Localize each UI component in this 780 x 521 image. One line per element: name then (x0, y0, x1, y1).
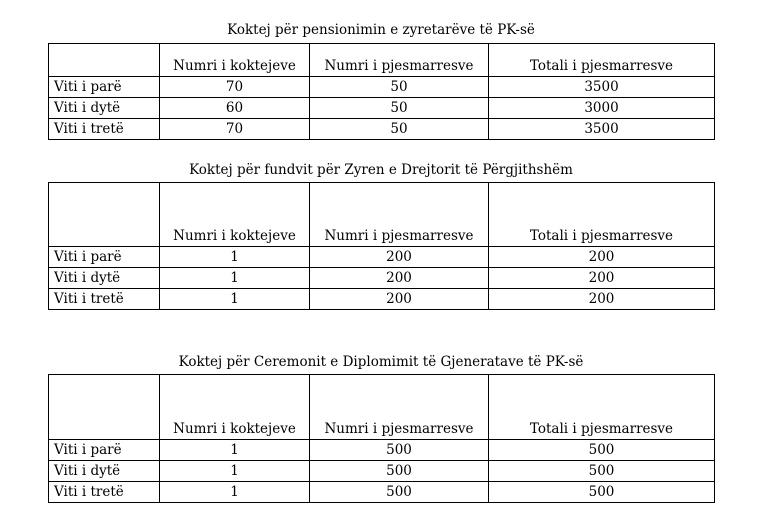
table-row (49, 482, 715, 503)
header-row (49, 375, 715, 440)
header-numri-koktejeve: Numri i koktejeve (160, 183, 310, 247)
header-numri-pjesmarresve: Numri i pjesmarresve (310, 183, 489, 247)
row-label: Viti i parë (49, 77, 160, 98)
header-numri-koktejeve: Numri i koktejeve (160, 375, 310, 440)
header-cell-empty (49, 375, 160, 440)
table-ceremonit-diplomimit (48, 374, 715, 503)
cell-pjesmarresve: 200 (310, 268, 489, 289)
cell-pjesmarresve: 200 (310, 247, 489, 268)
cell-koktejeve: 70 (160, 77, 310, 98)
header-cell-empty (49, 183, 160, 247)
header-totali-pjesmarresve: Totali i pjesmarresve (489, 375, 715, 440)
header-cell-empty (49, 44, 160, 77)
header-numri-pjesmarresve: Numri i pjesmarresve (310, 44, 489, 77)
cell-pjesmarresve: 200 (310, 289, 489, 310)
row-label: Viti i parë (49, 440, 160, 461)
row-label: Viti i dytë (49, 461, 160, 482)
table-row (49, 98, 715, 119)
cell-pjesmarresve: 500 (310, 440, 489, 461)
cell-totali: 500 (489, 440, 715, 461)
row-label: Viti i tretë (49, 119, 160, 140)
header-row (49, 183, 715, 247)
cell-koktejeve: 1 (160, 440, 310, 461)
table-fundvit (48, 182, 715, 310)
cell-totali: 3500 (489, 119, 715, 140)
table-row (49, 119, 715, 140)
cell-totali: 200 (489, 247, 715, 268)
table-1-title: Koktej për pensionimin e zyretarëve të PK-së (227, 22, 535, 38)
cell-totali: 3500 (489, 77, 715, 98)
table-row (49, 440, 715, 461)
row-label: Viti i dytë (49, 268, 160, 289)
table-row (49, 247, 715, 268)
row-label: Viti i tretë (49, 289, 160, 310)
cell-pjesmarresve: 50 (310, 77, 489, 98)
row-label: Viti i tretë (49, 482, 160, 503)
cell-koktejeve: 1 (160, 247, 310, 268)
table-row (49, 461, 715, 482)
table-2-title: Koktej për fundvit për Zyren e Drejtorit të Përgjithshëm (189, 162, 573, 178)
row-label: Viti i dytë (49, 98, 160, 119)
cell-pjesmarresve: 50 (310, 98, 489, 119)
cell-koktejeve: 1 (160, 289, 310, 310)
cell-koktejeve: 70 (160, 119, 310, 140)
table-3-title: Koktej për Ceremonit e Diplomimit të Gjeneratave të PK-së (178, 354, 584, 370)
table-row (49, 289, 715, 310)
table-row (49, 77, 715, 98)
cell-totali: 3000 (489, 98, 715, 119)
header-numri-pjesmarresve: Numri i pjesmarresve (310, 375, 489, 440)
header-numri-koktejeve: Numri i koktejeve (160, 44, 310, 77)
cell-totali: 500 (489, 482, 715, 503)
table-row (49, 268, 715, 289)
row-label: Viti i parë (49, 247, 160, 268)
cell-pjesmarresve: 50 (310, 119, 489, 140)
table-pensionimin (48, 43, 715, 140)
cell-totali: 500 (489, 461, 715, 482)
header-totali-pjesmarresve: Totali i pjesmarresve (489, 183, 715, 247)
cell-koktejeve: 1 (160, 461, 310, 482)
header-row (49, 44, 715, 77)
cell-koktejeve: 1 (160, 482, 310, 503)
cell-totali: 200 (489, 289, 715, 310)
cell-koktejeve: 60 (160, 98, 310, 119)
cell-pjesmarresve: 500 (310, 461, 489, 482)
cell-koktejeve: 1 (160, 268, 310, 289)
header-totali-pjesmarresve: Totali i pjesmarresve (489, 44, 715, 77)
cell-totali: 200 (489, 268, 715, 289)
cell-pjesmarresve: 500 (310, 482, 489, 503)
